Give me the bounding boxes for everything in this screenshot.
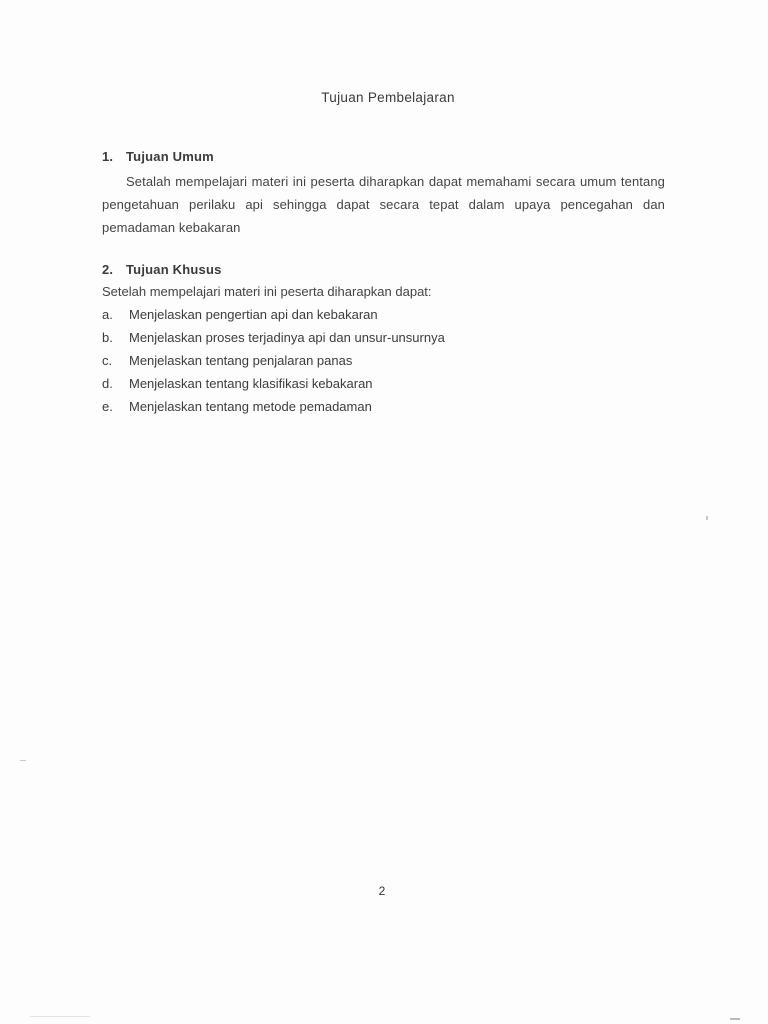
- specific-objectives-list: [102, 303, 445, 418]
- scan-speck: [706, 516, 708, 520]
- list-item-text: Menjelaskan tentang klasifikasi kebakaran: [129, 376, 373, 391]
- list-item: [102, 349, 445, 372]
- list-item-text: Menjelaskan tentang penjalaran panas: [129, 353, 353, 368]
- list-item-text: Menjelaskan proses terjadinya api dan unsur-unsurnya: [129, 330, 445, 345]
- list-marker: d.: [102, 376, 113, 391]
- list-item-text: Menjelaskan pengertian api dan kebakaran: [129, 307, 378, 322]
- section-heading-text: Tujuan Umum: [126, 149, 214, 164]
- page-title: Tujuan Pembelajaran: [321, 90, 455, 105]
- page-number: 2: [378, 884, 386, 898]
- section-heading-text: Tujuan Khusus: [126, 262, 222, 277]
- list-item: [102, 395, 445, 418]
- list-marker: a.: [102, 307, 113, 322]
- general-objective-paragraph: Setalah mempelajari materi ini peserta diharapkan dapat memahami secara umum tentang pengetahuan perilaku api sehingga dapat secara tepat dalam upaya pencegahan dan pemadaman kebakaran: [102, 174, 665, 235]
- scan-speck: [20, 760, 26, 761]
- list-item: [102, 326, 445, 349]
- list-item-text: Menjelaskan tentang metode pemadaman: [129, 399, 372, 414]
- list-marker: b.: [102, 330, 113, 345]
- list-item: [102, 372, 445, 395]
- list-marker: c.: [102, 353, 113, 368]
- section-heading-tujuan-umum: [102, 149, 214, 164]
- section-heading-tujuan-khusus: [102, 262, 222, 277]
- specific-objectives-intro: Setelah mempelajari materi ini peserta diharapkan dapat:: [102, 284, 432, 299]
- scan-speck: [30, 1016, 90, 1017]
- scan-speck: [730, 1018, 740, 1020]
- section-number: 2.: [102, 262, 114, 277]
- list-marker: e.: [102, 399, 113, 414]
- list-item: [102, 303, 445, 326]
- section-number: 1.: [102, 149, 114, 164]
